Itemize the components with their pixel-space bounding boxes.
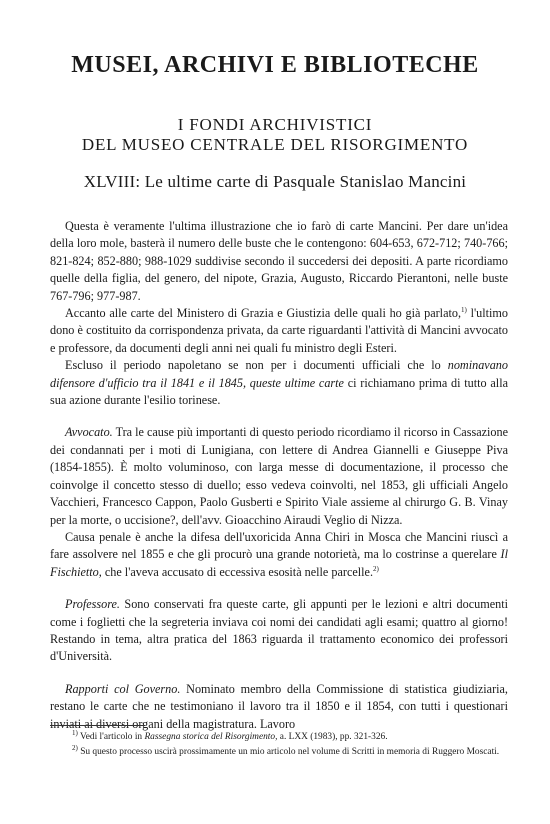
article-subtitle-line1: I FONDI ARCHIVISTICI <box>177 115 373 134</box>
footnote-ref-2: 2) <box>373 564 379 573</box>
footnote-2: $^{2)}$ Su questo processo uscirà prossimamente un mio articolo nel volume di Scritti in memoria di Ruggero Moscati. <box>72 743 500 757</box>
section-label-professore: Professore. <box>65 597 120 612</box>
paragraph-professore: Professore. Sono conservati fra queste carte, gli appunti per le lezioni e altri documenti come i foglietti che la segreteria inviava coi nomi dei candidati agli esami; quattro al giorno! Restando in tema, altra pratica del 1863 riguarda il trattamento economico dei professori d'Università. <box>50 597 508 664</box>
footnotes <box>50 730 508 760</box>
paragraph-ministry: Accanto alle carte del Ministero di Grazia e Giustizia delle quali ho già parlato,$^{1)}$ l'ultimo dono è costituito da corrispondenza privata, da carte riguardanti l'attività di Mancini avvocato e professore, da documenti degli anni nei quali fu ministro degli Esteri. <box>50 305 508 355</box>
body-text <box>50 218 508 733</box>
section-label-rapporti: Rapporti col Governo. <box>65 681 181 696</box>
section-title: XLVIII: Le ultime carte di Pasquale Stanislao Mancini <box>83 172 467 191</box>
footnote-ref-1: 1) <box>461 305 467 314</box>
running-header-title: MUSEI, ARCHIVI E BIBLIOTECHE <box>71 52 479 78</box>
paragraph-causa-penale: Causa penale è anche la difesa dell'uxoricida Anna Chiri in Mosca che Mancini riuscì a fare assolvere nel 1855 e che gli procurò una grande notorietà, ma lo costrinse a querelare Il Fischietto, che l'aveva accusato di eccessiva esosità nelle parcelle.$^{2)}$ <box>50 529 508 579</box>
paragraph-avvocato: Avvocato. Tra le cause più importanti di questo periodo ricordiamo il ricorso in Cassazione dei condannati per i moti di Lunigiana, con lettere di Andrea Giannelli e Giuseppe Piva (1854-1855). È molto voluminoso, con larga messe di documentazione, il processo che coinvolge il concetto stesso di duello; esso vedeva coinvolti, nel 1853, gli ufficiali Angelo Vacchieri, Francesco Cappon, Paolo Gusberti e Spirito Viale assieme al chirurgo G. B. Vinay per la morte, o uccisione?, dell'avv. Gioacchino Airaudi Veglio di Nizza. <box>50 425 508 527</box>
article-subtitle-line2: DEL MUSEO CENTRALE DEL RISORGIMENTO <box>81 135 469 154</box>
paragraph-naples: Escluso il periodo napoletano se non per i documenti ufficiali che lo nominavano difensore d'ufficio tra il 1841 e il 1845, queste ultime carte ci richiamano prima di tutto alla sua azione durante l'esilio torinese. <box>50 358 508 408</box>
footnote-1: $^{1)}$ Vedi l'articolo in Rassegna storica del Risorgimento, a. LXX (1983), pp. 321-326. <box>72 728 388 742</box>
paragraph-intro: Questa è veramente l'ultima illustrazione che io farò di carte Mancini. Per dare un'idea della loro mole, basterà il numero delle buste che le contengono: 604-653, 672-712; 740-766; 821-824; 852-880; 988-1029 suddivise secondo il succedersi dei depositi. A parte ricordiamo quelle della figlia, del genero, del nipote, Grazia, Augusto, Riccardo Pierantoni, nelle buste 767-796; 977-987. <box>50 219 508 303</box>
section-label-avvocato: Avvocato. <box>65 425 113 440</box>
footnote-rule <box>50 725 145 726</box>
paragraph-rapporti-governo: Rapporti col Governo. Nominato membro della Commissione di statistica giudiziaria, restano le carte che ne testimoniano il lavoro tra il 1850 e il 1854, con tutti i questionari inviati ai diversi organi della magistratura. Lavoro <box>50 681 508 731</box>
